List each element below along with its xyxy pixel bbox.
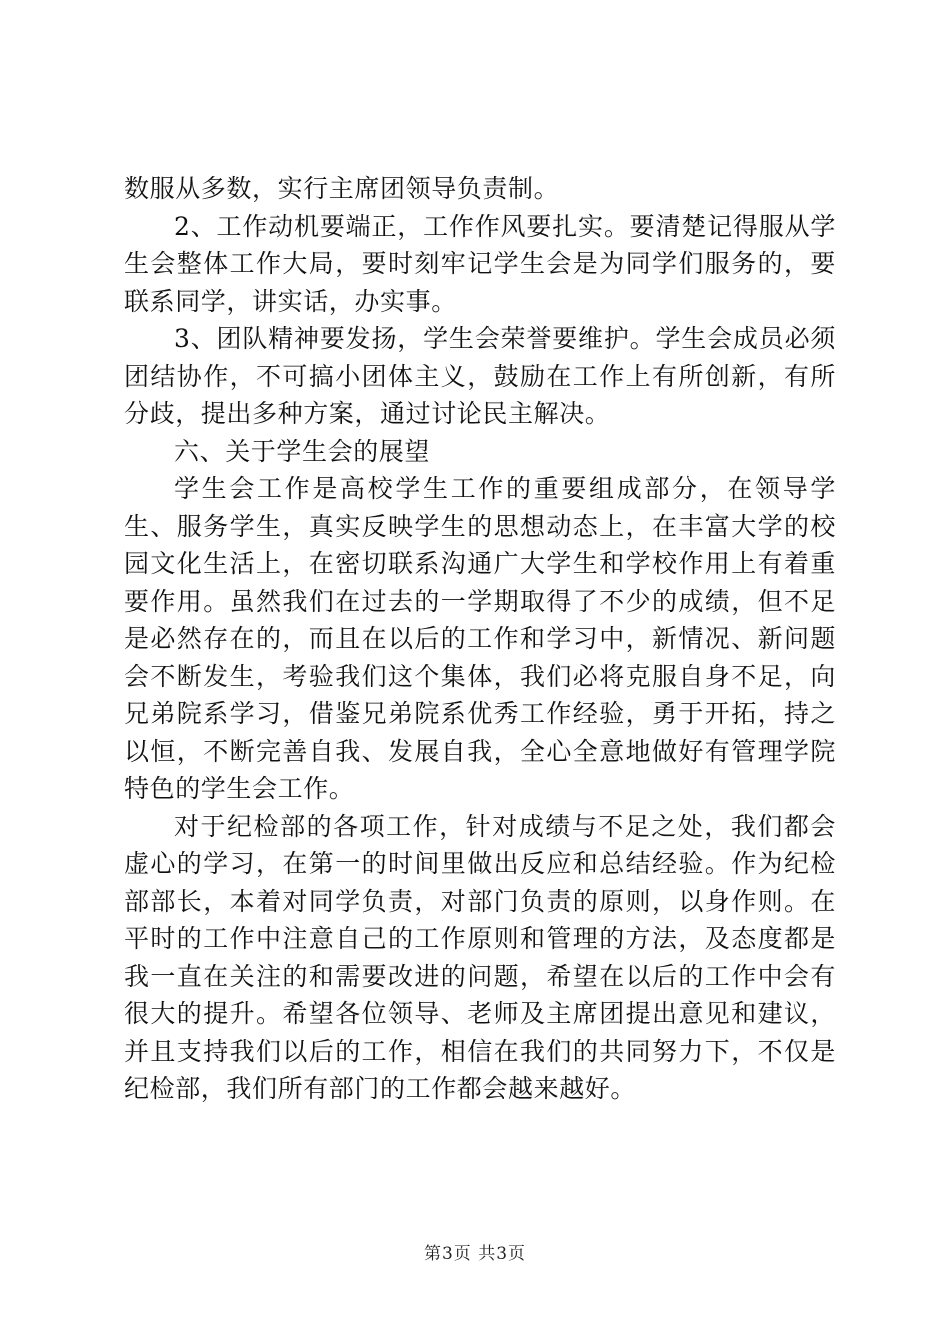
paragraph-item-3: 3、团队精神要发扬，学生会荣誉要维护。学生会成员必须团结协作，不可搞小团体主义，鼓励在工作上有所创新，有所分歧，提出多种方案，通过讨论民主解决。	[124, 324, 836, 428]
paragraph-outlook: 学生会工作是高校学生工作的重要组成部分，在领导学生、服务学生，真实反映学生的思想动态上，在丰富大学的校园文化生活上，在密切联系沟通广大学生和学校作用上有着重要作用。虽然我们在过去的一学期取得了不少的成绩，但不足是必然存在的，而且在以后的工作和学习中，新情况、新问题会不断发生，考验我们这个集体，我们必将克服自身不足，向兄弟院系学习，借鉴兄弟院系优秀工作经验，勇于开拓，持之以恒，不断完善自我、发展自我，全心全意地做好有管理学院特色的学生会工作。	[124, 474, 836, 803]
paragraph-continuation: 数服从多数，实行主席团领导负责制。	[124, 174, 560, 203]
paragraph-discipline-dept: 对于纪检部的各项工作，针对成绩与不足之处，我们都会虚心的学习，在第一的时间里做出反应和总结经验。作为纪检部部长，本着对同学负责，对部门负责的原则，以身作则。在平时的工作中注意自己的工作原则和管理的方法，及态度都是我一直在关注的和需要改进的问题，希望在以后的工作中会有很大的提升。希望各位领导、老师及主席团提出意见和建议，并且支持我们以后的工作，相信在我们的共同努力下，不仅是纪检部，我们所有部门的工作都会越来越好。	[124, 811, 836, 1103]
document-body	[124, 170, 836, 1108]
paragraph-item-2: 2、工作动机要端正，工作作风要扎实。要清楚记得服从学生会整体工作大局，要时刻牢记学生会是为同学们服务的，要联系同学，讲实话，办实事。	[124, 211, 836, 316]
section-heading: 六、关于学生会的展望	[174, 436, 431, 466]
page-number-footer: 第3页 共3页	[423, 1244, 527, 1264]
